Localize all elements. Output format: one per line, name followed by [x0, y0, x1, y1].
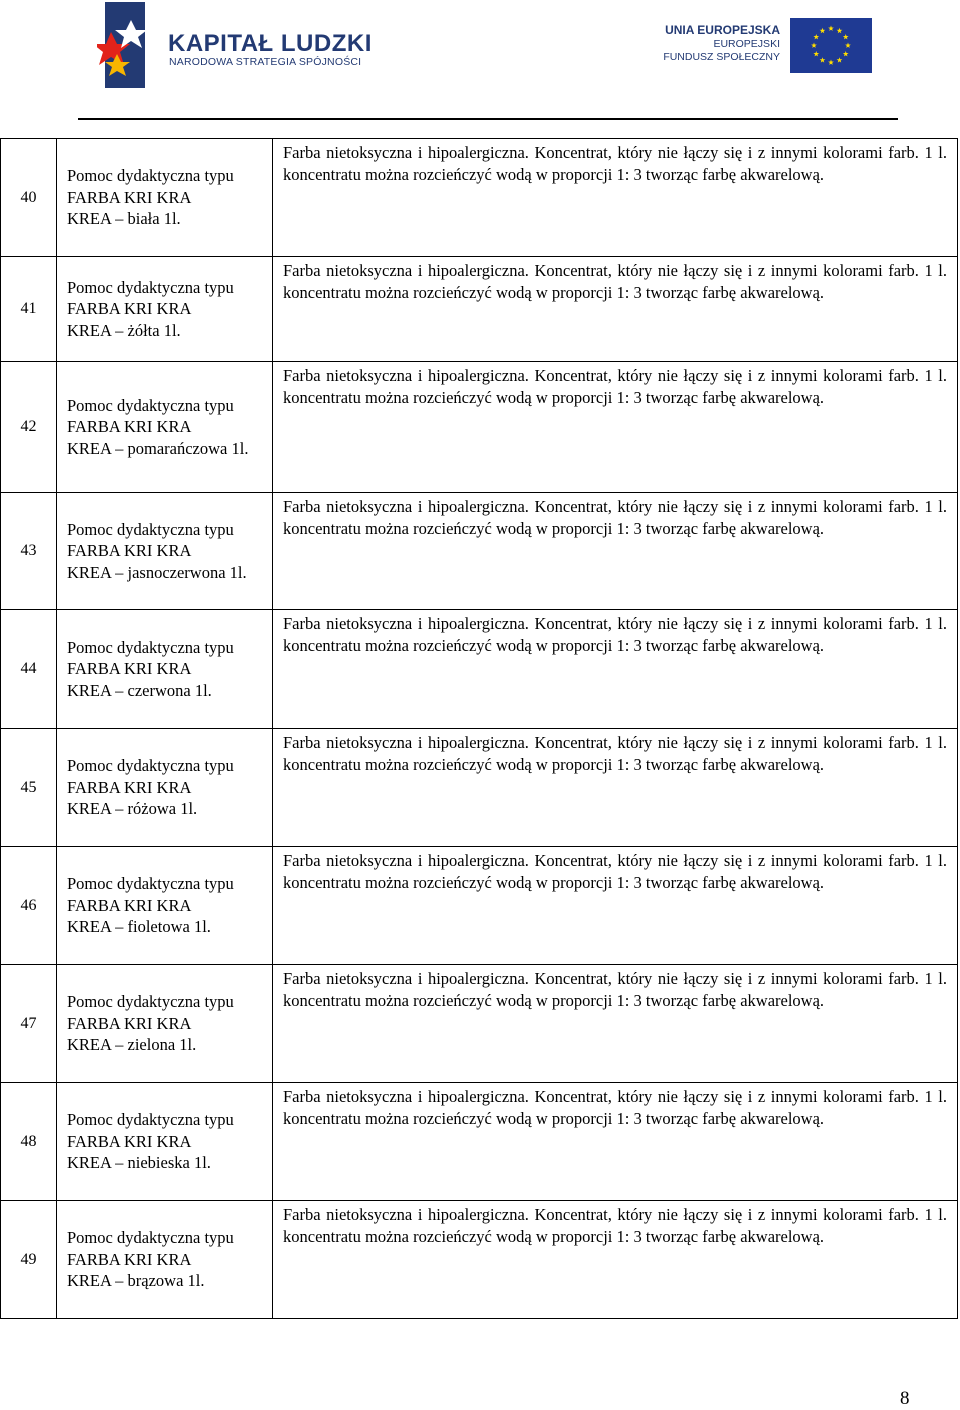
product-name-cell: [57, 257, 273, 362]
row-number: 44: [1, 610, 57, 729]
product-description: Farba nietoksyczna i hipoalergiczna. Koncentrat, który nie łączy się i z innymi kolorami farb. 1 l. koncentratu można rozcieńczyć wodą w proporcji 1: 3 tworząc farbę akwarelową.: [283, 1205, 947, 1246]
product-name-cell: [57, 847, 273, 965]
product-name-cell: [57, 493, 273, 610]
product-name-line: FARBA KRI KRA: [67, 1131, 192, 1151]
product-name-line: Pomoc dydaktyczna typu: [67, 1228, 234, 1248]
page-number: 8: [900, 1388, 910, 1409]
product-name-line: Pomoc dydaktyczna typu: [67, 992, 234, 1012]
table-row: [1, 965, 958, 1083]
product-name-line: KREA – niebieska 1l.: [67, 1153, 211, 1173]
eu-line-3: FUNDUSZ SPOŁECZNY: [663, 51, 780, 63]
product-description: Farba nietoksyczna i hipoalergiczna. Koncentrat, który nie łączy się i z innymi kolorami farb. 1 l. koncentratu można rozcieńczyć wodą w proporcji 1: 3 tworząc farbę akwarelową.: [283, 614, 947, 655]
product-table: [0, 138, 958, 1319]
table-row: [1, 139, 958, 257]
header-divider: [78, 118, 898, 120]
product-name-line: Pomoc dydaktyczna typu: [67, 277, 234, 297]
row-number: 48: [1, 1083, 57, 1201]
table-row: [1, 847, 958, 965]
product-description: Farba nietoksyczna i hipoalergiczna. Koncentrat, który nie łączy się i z innymi kolorami farb. 1 l. koncentratu można rozcieńczyć wodą w proporcji 1: 3 tworząc farbę akwarelową.: [283, 851, 947, 892]
table-row: [1, 1083, 958, 1201]
product-name-cell: [57, 1201, 273, 1319]
row-number: 47: [1, 965, 57, 1083]
product-description-cell: [273, 1201, 958, 1319]
product-name-cell: [57, 1083, 273, 1201]
product-name-cell: [57, 965, 273, 1083]
product-name-line: KREA – żółta 1l.: [67, 320, 181, 340]
product-name-line: FARBA KRI KRA: [67, 895, 192, 915]
product-name-line: Pomoc dydaktyczna typu: [67, 395, 234, 415]
product-name-line: FARBA KRI KRA: [67, 1013, 192, 1033]
product-name-cell: [57, 729, 273, 847]
product-description-cell: [273, 257, 958, 362]
row-number: 40: [1, 139, 57, 257]
product-name-line: KREA – pomarańczowa 1l.: [67, 438, 249, 458]
product-name-line: FARBA KRI KRA: [67, 541, 192, 561]
eu-flag-icon: [790, 18, 872, 73]
product-description: Farba nietoksyczna i hipoalergiczna. Koncentrat, który nie łączy się i z innymi kolorami farb. 1 l. koncentratu można rozcieńczyć wodą w proporcji 1: 3 tworząc farbę akwarelową.: [283, 143, 947, 184]
kapital-ludzki-title: KAPITAŁ LUDZKI: [168, 30, 372, 57]
product-description-cell: [273, 362, 958, 493]
product-name-line: KREA – brązowa 1l.: [67, 1271, 205, 1291]
product-name-line: KREA – czerwona 1l.: [67, 680, 212, 700]
eu-line-2: EUROPEJSKI: [713, 37, 780, 50]
product-description-cell: [273, 493, 958, 610]
product-description: Farba nietoksyczna i hipoalergiczna. Koncentrat, który nie łączy się i z innymi kolorami farb. 1 l. koncentratu można rozcieńczyć wodą w proporcji 1: 3 tworząc farbę akwarelową.: [283, 969, 947, 1010]
product-description: Farba nietoksyczna i hipoalergiczna. Koncentrat, który nie łączy się i z innymi kolorami farb. 1 l. koncentratu można rozcieńczyć wodą w proporcji 1: 3 tworząc farbę akwarelową.: [283, 366, 947, 407]
product-name-line: FARBA KRI KRA: [67, 187, 192, 207]
product-name-line: Pomoc dydaktyczna typu: [67, 1110, 234, 1130]
row-number: 45: [1, 729, 57, 847]
product-description-cell: [273, 965, 958, 1083]
product-name-line: KREA – biała 1l.: [67, 209, 181, 229]
product-description-cell: [273, 139, 958, 257]
table-row: [1, 493, 958, 610]
table-row: [1, 362, 958, 493]
row-number: 42: [1, 362, 57, 493]
kapital-ludzki-subtitle: NARODOWA STRATEGIA SPÓJNOŚCI: [169, 56, 362, 68]
table-row: [1, 729, 958, 847]
table-row: [1, 610, 958, 729]
product-description: Farba nietoksyczna i hipoalergiczna. Koncentrat, który nie łączy się i z innymi kolorami farb. 1 l. koncentratu można rozcieńczyć wodą w proporcji 1: 3 tworząc farbę akwarelową.: [283, 733, 947, 774]
table-row: [1, 257, 958, 362]
product-name-line: Pomoc dydaktyczna typu: [67, 166, 234, 186]
page-header: [0, 0, 960, 125]
product-name-line: Pomoc dydaktyczna typu: [67, 519, 234, 539]
eu-text-block: [663, 24, 780, 65]
product-name-line: Pomoc dydaktyczna typu: [67, 756, 234, 776]
product-name-cell: [57, 362, 273, 493]
product-description-cell: [273, 610, 958, 729]
product-description-cell: [273, 847, 958, 965]
product-name-line: KREA – zielona 1l.: [67, 1035, 197, 1055]
kapital-ludzki-logo: [97, 2, 167, 88]
product-description-cell: [273, 729, 958, 847]
product-name-line: Pomoc dydaktyczna typu: [67, 874, 234, 894]
product-description-cell: [273, 1083, 958, 1201]
product-description: Farba nietoksyczna i hipoalergiczna. Koncentrat, który nie łączy się i z innymi kolorami farb. 1 l. koncentratu można rozcieńczyć wodą w proporcji 1: 3 tworząc farbę akwarelową.: [283, 497, 947, 538]
product-name-cell: [57, 139, 273, 257]
row-number: 43: [1, 493, 57, 610]
product-name-line: FARBA KRI KRA: [67, 777, 192, 797]
row-number: 46: [1, 847, 57, 965]
product-description: Farba nietoksyczna i hipoalergiczna. Koncentrat, który nie łączy się i z innymi kolorami farb. 1 l. koncentratu można rozcieńczyć wodą w proporcji 1: 3 tworząc farbę akwarelową.: [283, 261, 947, 302]
product-name-cell: [57, 610, 273, 729]
product-description: Farba nietoksyczna i hipoalergiczna. Koncentrat, który nie łączy się i z innymi kolorami farb. 1 l. koncentratu można rozcieńczyć wodą w proporcji 1: 3 tworząc farbę akwarelową.: [283, 1087, 947, 1128]
product-name-line: KREA – fioletowa 1l.: [67, 917, 211, 937]
eu-line-1: UNIA EUROPEJSKA: [665, 23, 780, 37]
product-name-line: Pomoc dydaktyczna typu: [67, 637, 234, 657]
row-number: 41: [1, 257, 57, 362]
product-name-line: KREA – jasnoczerwona 1l.: [67, 562, 247, 582]
table-row: [1, 1201, 958, 1319]
product-name-line: FARBA KRI KRA: [67, 1249, 192, 1269]
product-name-line: FARBA KRI KRA: [67, 299, 192, 319]
product-name-line: KREA – różowa 1l.: [67, 799, 198, 819]
product-name-line: FARBA KRI KRA: [67, 417, 192, 437]
product-name-line: FARBA KRI KRA: [67, 659, 192, 679]
row-number: 49: [1, 1201, 57, 1319]
